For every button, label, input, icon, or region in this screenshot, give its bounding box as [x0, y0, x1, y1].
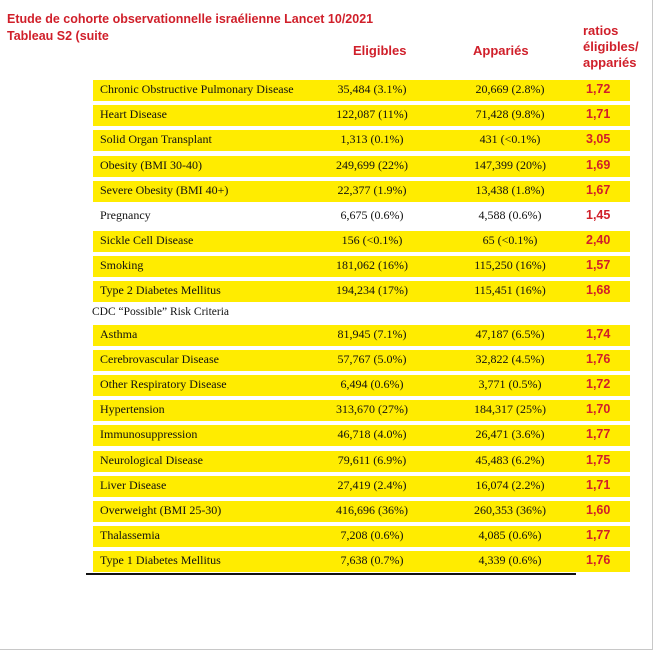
table-row: [0, 254, 654, 279]
eligibles-value: 416,696 (36%): [336, 503, 408, 517]
condition-name: Immunosuppression: [100, 427, 198, 441]
condition-name: Asthma: [100, 327, 138, 341]
eligibles-value: 1,313 (0.1%): [340, 132, 404, 146]
ratio-value: 1,77: [586, 528, 611, 542]
apparies-value: 3,771 (0.5%): [478, 377, 542, 391]
eligibles-value: 27,419 (2.4%): [337, 478, 407, 492]
eligibles-value: 156 (<0.1%): [341, 233, 403, 247]
ratio-value: 3,05: [586, 132, 611, 146]
ratio-value: 1,67: [586, 183, 611, 197]
apparies-value: 115,451 (16%): [474, 283, 546, 297]
eligibles-value: 7,638 (0.7%): [340, 553, 404, 567]
condition-name: Obesity (BMI 30-40): [100, 158, 202, 172]
ratio-value: 1,70: [586, 402, 611, 416]
apparies-value: 32,822 (4.5%): [475, 352, 545, 366]
table-row: [0, 204, 654, 229]
ratio-value: 1,77: [586, 427, 611, 441]
apparies-value: 47,187 (6.5%): [475, 327, 545, 341]
apparies-value: 20,669 (2.8%): [475, 82, 545, 96]
table-subtitle: Tableau S2 (suite: [7, 29, 109, 43]
condition-name: Sickle Cell Disease: [100, 233, 194, 247]
section-label: CDC “Possible” Risk Criteria: [92, 306, 230, 318]
condition-name: Thalassemia: [100, 528, 160, 542]
apparies-value: 4,085 (0.6%): [478, 528, 542, 542]
ratio-value: 1,71: [586, 107, 611, 121]
apparies-value: 45,483 (6.2%): [475, 453, 545, 467]
apparies-value: 260,353 (36%): [474, 503, 546, 517]
table-row: [0, 449, 654, 474]
eligibles-value: 81,945 (7.1%): [337, 327, 407, 341]
apparies-value: 13,438 (1.8%): [475, 183, 545, 197]
apparies-value: 26,471 (3.6%): [475, 427, 545, 441]
table-row: [0, 348, 654, 373]
apparies-value: 147,399 (20%): [474, 158, 546, 172]
column-header-ratio-line2: éligibles/: [583, 39, 639, 54]
condition-name: Type 2 Diabetes Mellitus: [100, 283, 221, 297]
condition-name: Solid Organ Transplant: [100, 132, 212, 146]
condition-name: Other Respiratory Disease: [100, 377, 227, 391]
ratio-value: 1,45: [586, 208, 611, 222]
eligibles-value: 122,087 (11%): [336, 107, 408, 121]
apparies-value: 431 (<0.1%): [479, 132, 541, 146]
ratio-value: 1,68: [586, 283, 611, 297]
column-header-ratio-line1: ratios: [583, 23, 619, 38]
apparies-value: 16,074 (2.2%): [475, 478, 545, 492]
eligibles-value: 6,494 (0.6%): [340, 377, 404, 391]
eligibles-value: 22,377 (1.9%): [337, 183, 407, 197]
ratio-value: 1,76: [586, 553, 611, 567]
ratio-value: 1,72: [586, 377, 611, 391]
condition-name: Smoking: [100, 258, 144, 272]
eligibles-value: 6,675 (0.6%): [340, 208, 404, 222]
table-row: [0, 323, 654, 348]
condition-name: Overweight (BMI 25-30): [100, 503, 222, 517]
apparies-value: 65 (<0.1%): [482, 233, 538, 247]
condition-name: Hypertension: [100, 402, 165, 416]
table-row: [0, 103, 654, 128]
ratio-value: 1,71: [586, 478, 611, 492]
apparies-value: 115,250 (16%): [474, 258, 546, 272]
table-row: [0, 78, 654, 103]
apparies-value: 71,428 (9.8%): [475, 107, 545, 121]
condition-name: Neurological Disease: [100, 453, 203, 467]
eligibles-value: 46,718 (4.0%): [337, 427, 407, 441]
eligibles-value: 313,670 (27%): [336, 402, 408, 416]
ratio-value: 1,69: [586, 158, 611, 172]
table-row: [0, 474, 654, 499]
table-row: [0, 179, 654, 204]
table-row: [0, 154, 654, 179]
table-row: [0, 524, 654, 549]
condition-name: Chronic Obstructive Pulmonary Disease: [100, 82, 294, 96]
ratio-value: 1,57: [586, 258, 611, 272]
condition-name: Severe Obesity (BMI 40+): [100, 183, 229, 197]
eligibles-value: 181,062 (16%): [336, 258, 408, 272]
apparies-value: 184,317 (25%): [474, 402, 546, 416]
condition-name: Type 1 Diabetes Mellitus: [100, 553, 221, 567]
table-row: [0, 423, 654, 448]
ratio-value: 2,40: [586, 233, 611, 247]
eligibles-value: 7,208 (0.6%): [340, 528, 404, 542]
ratio-value: 1,76: [586, 352, 611, 366]
condition-name: Cerebrovascular Disease: [100, 352, 219, 366]
apparies-value: 4,339 (0.6%): [478, 553, 542, 567]
eligibles-value: 57,767 (5.0%): [337, 352, 407, 366]
condition-name: Heart Disease: [100, 107, 167, 121]
table-bottom-rule: [86, 573, 576, 575]
column-header-apparies: Appariés: [473, 43, 529, 58]
eligibles-value: 194,234 (17%): [336, 283, 408, 297]
table-row: [0, 128, 654, 153]
eligibles-value: 249,699 (22%): [336, 158, 408, 172]
table-row: [0, 373, 654, 398]
column-header-ratio-line3: appariés: [583, 55, 637, 70]
apparies-value: 4,588 (0.6%): [478, 208, 542, 222]
table-row: [0, 398, 654, 423]
condition-name: Pregnancy: [100, 208, 151, 222]
ratio-value: 1,60: [586, 503, 611, 517]
table-row: [0, 549, 654, 574]
ratio-value: 1,74: [586, 327, 611, 341]
table-row: [0, 499, 654, 524]
ratio-value: 1,72: [586, 82, 611, 96]
eligibles-value: 79,611 (6.9%): [337, 453, 407, 467]
ratio-value: 1,75: [586, 453, 611, 467]
document-title: Etude de cohorte observationnelle israélienne Lancet 10/2021: [7, 12, 374, 26]
eligibles-value: 35,484 (3.1%): [337, 82, 407, 96]
column-header-eligibles: Eligibles: [353, 43, 407, 58]
table-row: [0, 279, 654, 304]
table-row: [0, 229, 654, 254]
condition-name: Liver Disease: [100, 478, 167, 492]
